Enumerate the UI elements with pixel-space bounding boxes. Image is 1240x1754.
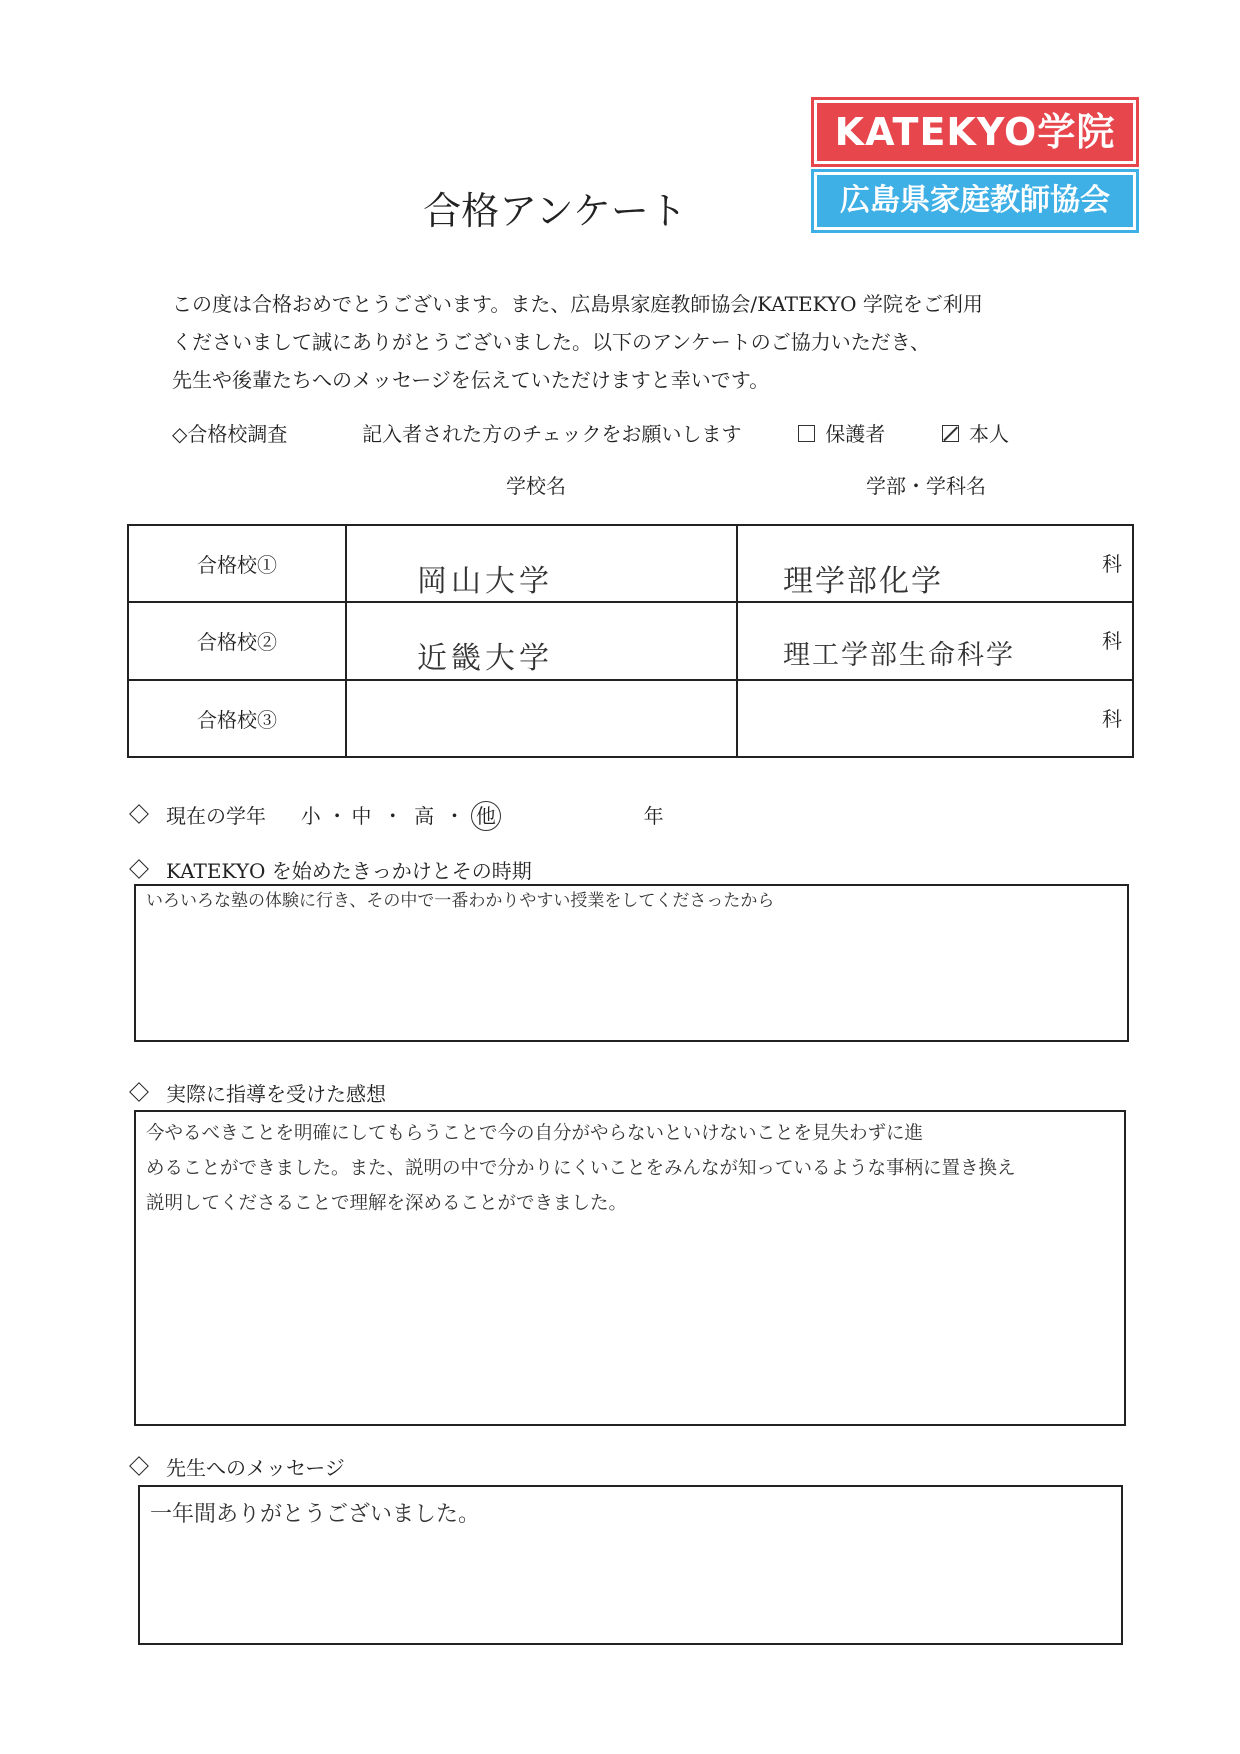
checkbox-self-label: 本人 [968, 422, 1009, 446]
page-title [0, 180, 1240, 235]
diamond-icon [129, 1456, 149, 1476]
intro-line-1: この度は合格おめでとうございます。また、広島県家庭教師協会/KATEKYO 学院をご利用 [172, 292, 983, 316]
intro-line-2: くださいまして誠にありがとうございました。以下のアンケートのご協力いただき、 [172, 330, 930, 354]
impression-line-1: 今やるべきことを明確にしてもらうことで今の自分がやらないといけないことを見失わずに進 [146, 1123, 924, 1144]
department-cell-2[interactable] [737, 602, 1133, 679]
table-row [128, 525, 1133, 602]
survey-row [172, 418, 1009, 447]
column-department: 学部・学科名 [866, 474, 986, 498]
grade-option-high[interactable]: 高 [414, 804, 435, 828]
school-label-2: 合格校② [128, 602, 346, 679]
school-label-3: 合格校③ [128, 680, 346, 757]
grade-label: 現在の学年 [166, 804, 266, 828]
page-title-text: 合格アンケート [423, 189, 687, 233]
intro-line-3: 先生や後輩たちへのメッセージを伝えていただけますと幸いです。 [172, 368, 770, 392]
logo-association: 広島県家庭教師協会 [814, 172, 1136, 230]
impression-heading: 実際に指導を受けた感想 [166, 1082, 386, 1106]
message-heading-row [128, 1452, 345, 1481]
logo-brand: KATEKYO学院 [814, 100, 1136, 164]
grade-option-other[interactable]: 他 [471, 801, 501, 831]
trigger-answer: いろいろな塾の体験に行き、その中で一番わかりやすい授業をしてくださったから [146, 891, 775, 911]
grade-option-elementary[interactable]: 小 [300, 804, 321, 828]
department-suffix-2: 科 [1102, 629, 1122, 654]
impression-heading-row [128, 1078, 386, 1107]
school-name-cell-2[interactable] [346, 602, 737, 679]
table-row [128, 680, 1133, 757]
school-name-2: 近畿大学 [417, 641, 553, 677]
intro-text [172, 285, 1092, 399]
department-1: 理学部化学 [783, 564, 943, 599]
checkbox-guardian[interactable] [798, 425, 815, 442]
diamond-icon [129, 804, 149, 824]
trigger-heading: KATEKYO を始めたきっかけとその時期 [166, 859, 532, 883]
message-answer: 一年間ありがとうございました。 [150, 1502, 481, 1527]
diamond-icon [129, 1082, 149, 1102]
checkbox-self[interactable] [942, 425, 959, 442]
grade-unit: 年 [643, 804, 664, 828]
table-row [128, 602, 1133, 679]
grade-option-junior[interactable]: 中 [351, 804, 372, 828]
impression-line-3: 説明してくださることで理解を深めることができました。 [146, 1193, 628, 1214]
school-name-cell-3[interactable] [346, 680, 737, 757]
column-school: 学校名 [506, 474, 566, 498]
grade-row: 現在の学年 小 ・ 中 ・ 高 ・ 他 年 [128, 800, 664, 831]
department-2: 理工学部生命科学 [783, 640, 1015, 672]
impression-line-2: めることができました。また、説明の中で分かりにくいことをみんなが知っているような事柄に置き換え [146, 1158, 1016, 1179]
diamond-icon [129, 859, 149, 879]
school-name-1: 岡山大学 [417, 564, 553, 599]
school-name-cell-1[interactable] [346, 525, 737, 602]
department-suffix-1: 科 [1102, 552, 1122, 576]
message-answer-box[interactable] [138, 1485, 1123, 1645]
survey-heading: ◇合格校調査 [172, 422, 288, 446]
survey-instruction: 記入者された方のチェックをお願いします [362, 422, 742, 446]
department-cell-1[interactable] [737, 525, 1133, 602]
school-label-1: 合格校① [128, 525, 346, 602]
impression-answer [136, 1112, 1124, 1227]
department-cell-3[interactable] [737, 680, 1133, 757]
department-suffix-3: 科 [1102, 706, 1122, 731]
schools-table [127, 524, 1134, 758]
message-heading: 先生へのメッセージ [166, 1456, 345, 1480]
trigger-answer-box[interactable] [134, 884, 1129, 1042]
impression-answer-box[interactable] [134, 1110, 1126, 1426]
trigger-heading-row [128, 855, 532, 884]
checkbox-guardian-label: 保護者 [825, 422, 886, 446]
